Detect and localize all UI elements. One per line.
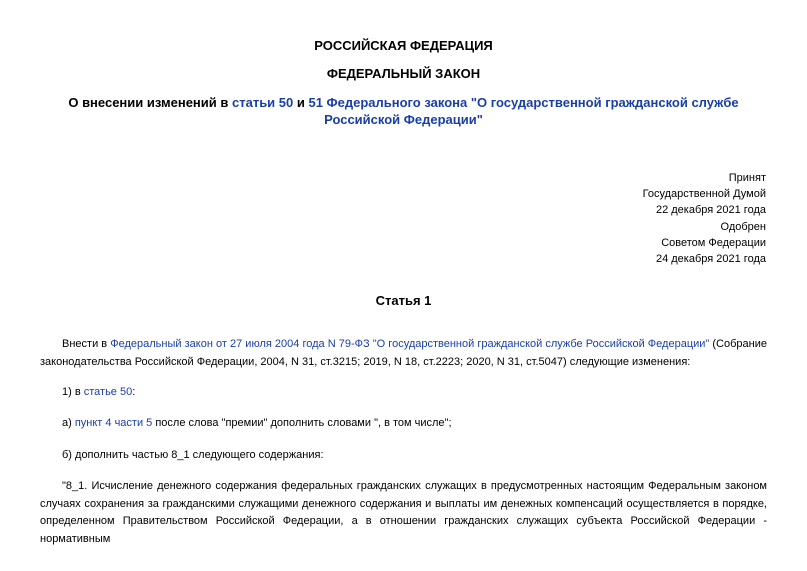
law-79-fz-link[interactable]: 51 Федерального закона "О государственной гражданской службе Российской Федерации" (308, 95, 739, 127)
title-text-2: и (293, 95, 309, 110)
approved-label: Одобрен (720, 220, 766, 233)
item-b: б) дополнить частью 8_1 следующего содержания: (62, 449, 324, 461)
article-50-link[interactable]: статьи 50 (232, 95, 294, 110)
item-1 (40, 384, 767, 402)
intro-prefix: Внести в (62, 338, 111, 350)
country-heading: РОССИЙСКАЯ ФЕДЕРАЦИЯ (314, 38, 493, 53)
doc-type-heading: ФЕДЕРАЛЬНЫЙ ЗАКОН (326, 66, 481, 81)
item1-suffix: : (132, 386, 136, 398)
adopted-date: 22 декабря 2021 года (655, 204, 766, 217)
item-a-prefix: а) (62, 417, 75, 429)
adoption-block (643, 170, 766, 267)
adopted-by: Государственной Думой (642, 188, 766, 201)
item-a (40, 415, 767, 433)
point-4-part-5-link[interactable]: пункт 4 части 5 (74, 417, 153, 429)
item1-prefix: 1) в (62, 386, 84, 398)
approved-date: 24 декабря 2021 года (655, 253, 766, 266)
intro-paragraph (40, 336, 767, 371)
title-text-1: О внесении изменений в (68, 95, 232, 110)
adopted-label: Принят (728, 172, 766, 184)
article-heading: Статья 1 (375, 293, 432, 308)
intro-suffix: (Собрание законодательства Российской Федерации, 2004, N 31, ст.3215; 2019, N 18, ст.2223; 2020, N 31, ст.5047) следующие изменения: (40, 338, 767, 368)
item-a-suffix: после слова "премии" дополнить словами ", в том числе"; (152, 417, 452, 429)
quote-paragraph: "8_1. Исчисление денежного содержания федеральных гражданских служащих в предусмотренных настоящим Федеральным законом случаях сохранения за гражданскими служащими денежного содержания и выплаты им денежных компенсаций осуществляется в порядке, определенном Правительством Российской Федерации, а в отношении гражданских служащих субъекта Российской Федерации - нормативным (40, 480, 767, 545)
law-title (40, 94, 767, 128)
approved-by: Советом Федерации (661, 236, 766, 249)
article-50-inline-link[interactable]: статье 50 (83, 386, 133, 398)
law-link[interactable]: Федеральный закон от 27 июля 2004 года N 79-ФЗ "О государственной гражданской службе Российской Федерации" (110, 338, 710, 350)
